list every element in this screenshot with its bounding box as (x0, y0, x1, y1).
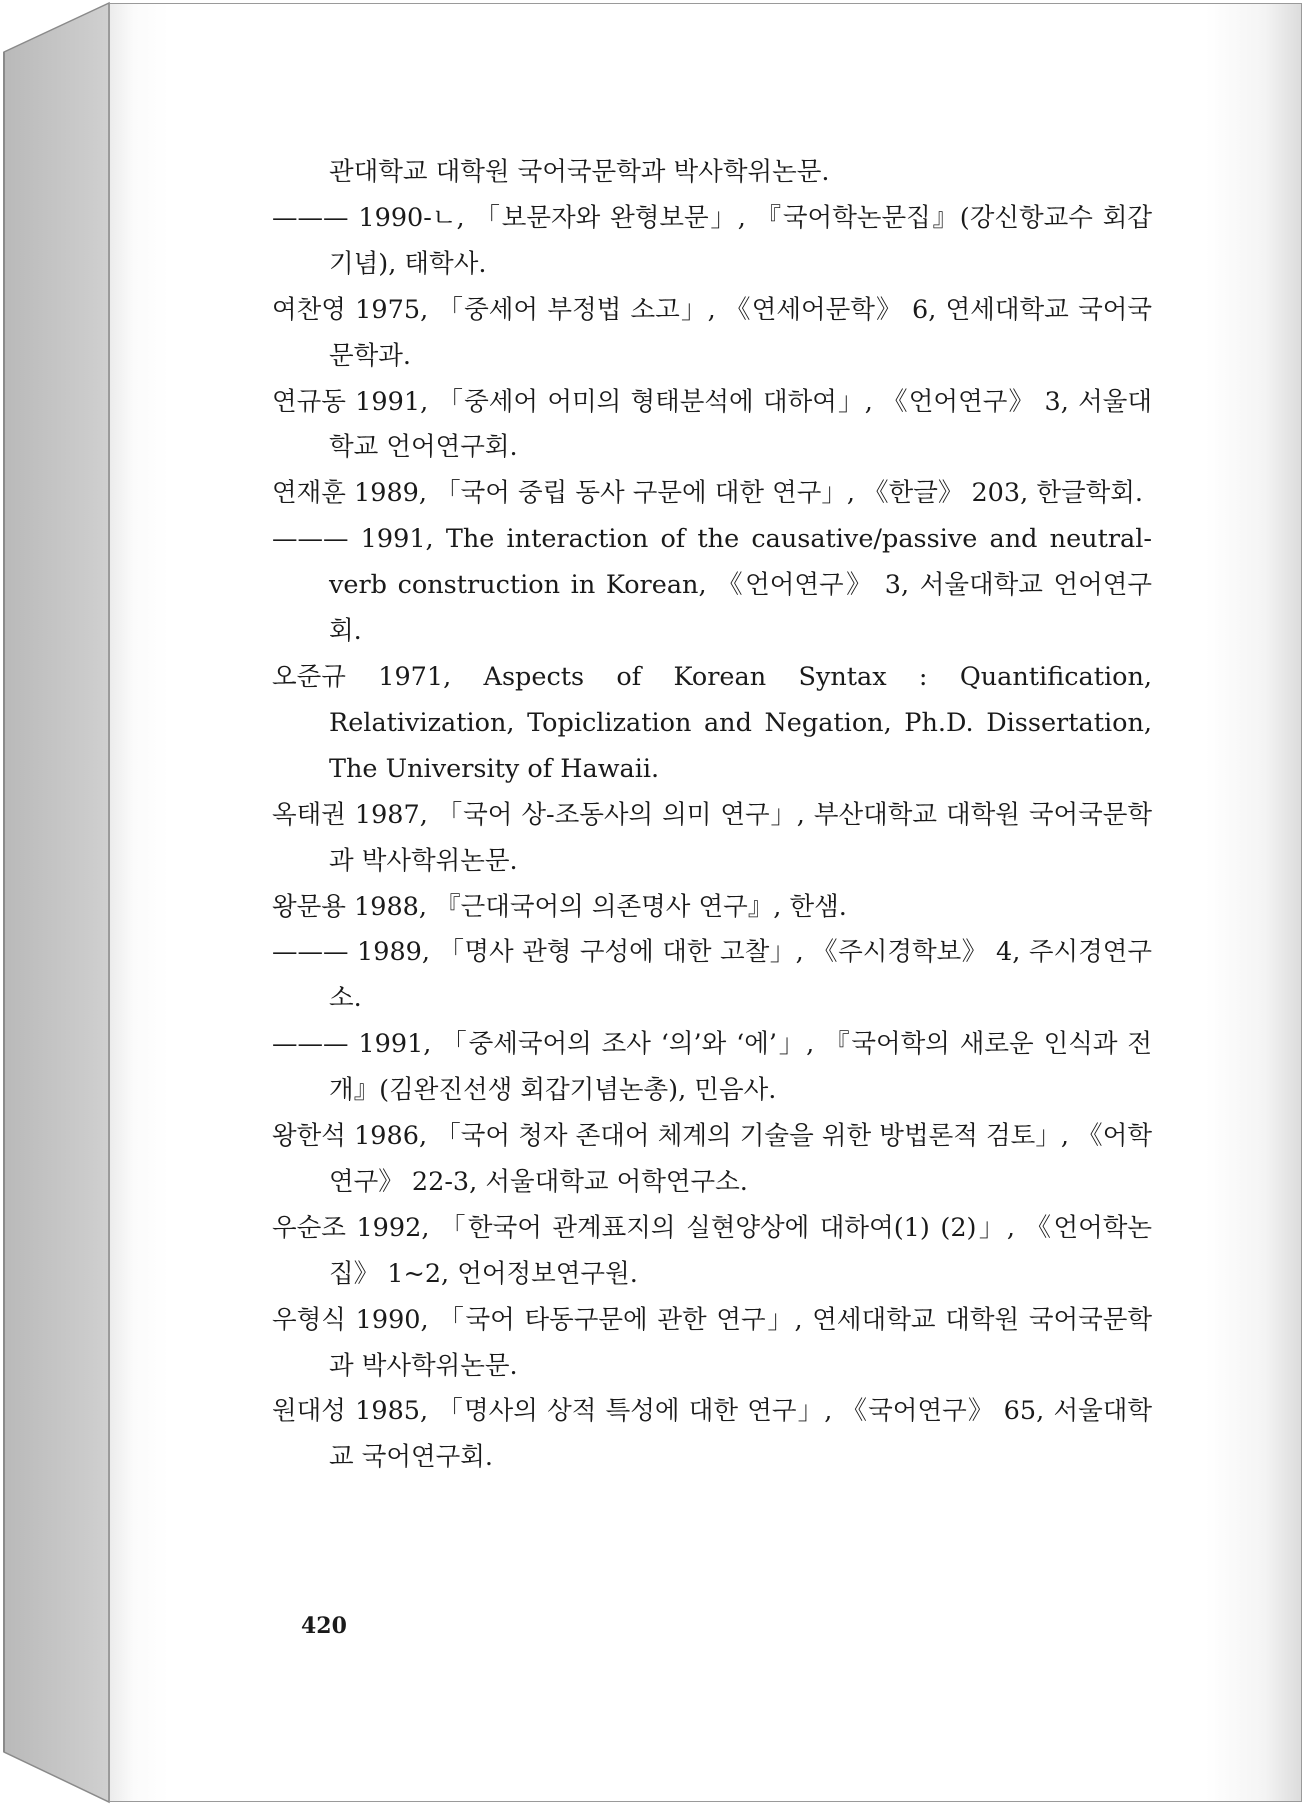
reference-entry: ——— 1991, The interaction of the causative/passive and neutral-verb construction in Korean, 《언어연구》 3, 서울대학교 언어연구회. (272, 524, 1152, 647)
bibliography-list (272, 150, 1152, 1481)
reference-entry: ——— 1990-ㄴ, 「보문자와 완형보문」, 『국어학논문집』(강신항교수 회갑기념), 태학사. (272, 202, 1152, 279)
reference-entry: 원대성 1985, 「명사의 상적 특성에 대한 연구」, 《국어연구》 65, 서울대학교 국어연구회. (272, 1396, 1152, 1473)
reference-entry: 관대학교 대학원 국어국문학과 박사학위논문. (329, 157, 830, 187)
reference-entry: 왕문용 1988, 『근대국어의 의존명사 연구』, 한샘. (272, 891, 847, 922)
reference-entry: 연규동 1991, 「중세어 어미의 형태분석에 대하여」, 《언어연구》 3, 서울대학교 언어연구회. (272, 386, 1152, 463)
reference-entry: 옥태권 1987, 「국어 상-조동사의 의미 연구」, 부산대학교 대학원 국어국문학과 박사학위논문. (272, 799, 1152, 876)
reference-entry: 우순조 1992, 「한국어 관계표지의 실현양상에 대하여(1) (2)」, 《언어학논집》 1~2, 언어정보연구원. (272, 1212, 1152, 1289)
reference-entry: 우형식 1990, 「국어 타동구문에 관한 연구」, 연세대학교 대학원 국어국문학과 박사학위논문. (272, 1304, 1152, 1381)
reference-entry: ——— 1991, 「중세국어의 조사 ‘의’와 ‘에’」, 『국어학의 새로운 인식과 전개』(김완진선생 회갑기념논총), 민음사. (272, 1029, 1152, 1106)
reference-entry: 오준규 1971, Aspects of Korean Syntax : Quantification, Relativization, Topiclization and Negation, Ph.D. Dissertation, The University of Hawaii. (272, 661, 1152, 784)
reference-entry: 연재훈 1989, 「국어 중립 동사 구문에 대한 연구」, 《한글》 203, 한글학회. (272, 478, 1143, 509)
reference-entry: 왕한석 1986, 「국어 청자 존대어 체계의 기술을 위한 방법론적 검토」, 《어학연구》 22-3, 서울대학교 어학연구소. (272, 1121, 1152, 1197)
page-number: 420 (301, 1613, 347, 1639)
reference-entry: ——— 1989, 「명사 관형 구성에 대한 고찰」, 《주시경학보》 4, 주시경연구소. (272, 937, 1152, 1014)
reference-entry: 여찬영 1975, 「중세어 부정법 소고」, 《연세어문학》 6, 연세대학교 국어국문학과. (272, 294, 1152, 371)
